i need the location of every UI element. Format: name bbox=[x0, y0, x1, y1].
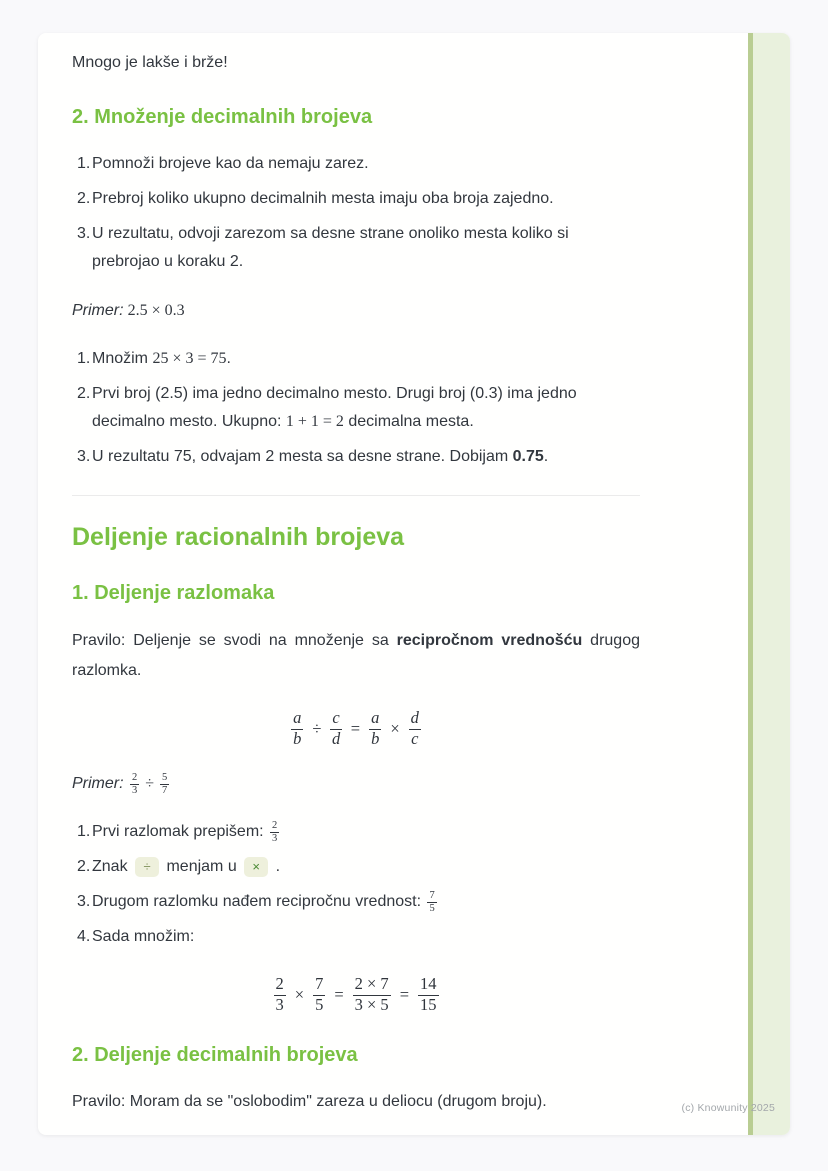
fraction bbox=[353, 975, 391, 1015]
fraction-numerator: 2 bbox=[274, 975, 286, 995]
fraction-numerator: 2 bbox=[270, 820, 279, 833]
fraction-denominator: 15 bbox=[420, 995, 437, 1015]
fraction-denominator: 7 bbox=[162, 785, 168, 797]
multiply-badge: × bbox=[244, 857, 268, 877]
list-item-number: 3. bbox=[77, 448, 91, 465]
fraction-denominator: 5 bbox=[429, 903, 435, 915]
ordered-list bbox=[72, 818, 640, 951]
example-line bbox=[72, 297, 640, 325]
text-run: Pravilo: Moram da se "oslobodim" zareza u deliocu (drugom broju). bbox=[72, 1093, 547, 1111]
list-item bbox=[72, 443, 640, 471]
fraction-numerator: 5 bbox=[160, 772, 169, 785]
fraction-denominator: 3 bbox=[132, 785, 138, 797]
text-run: Prvi broj (2.5) ima jedno decimalno mesto. Drugi broj (0.3) ima jedno decimalno mesto. Ukupno: bbox=[92, 385, 577, 430]
text-run: Pravilo: Deljenje se svodi na množenje sa bbox=[72, 632, 397, 650]
page-accent-stripe bbox=[748, 33, 790, 1135]
list-item-number: 2. bbox=[77, 385, 91, 402]
math-expression: 25 × 3 = 75 bbox=[152, 350, 227, 367]
fraction-numerator: 2 × 7 bbox=[353, 975, 391, 995]
text-run: Sada množim: bbox=[92, 928, 195, 946]
fraction-denominator: b bbox=[293, 729, 302, 749]
fraction-numerator: a bbox=[369, 709, 381, 729]
operator: ÷ bbox=[145, 775, 155, 793]
text-run: Mnogo je lakše i brže! bbox=[72, 54, 228, 71]
operator: × bbox=[294, 984, 305, 1004]
list-item bbox=[72, 150, 640, 178]
fraction bbox=[313, 975, 325, 1015]
text-run: . bbox=[226, 350, 231, 367]
list-item-number: 4. bbox=[77, 928, 91, 946]
bold-text: 0.75 bbox=[512, 448, 544, 465]
text-run: Pomnoži brojeve kao da nemaju zarez. bbox=[92, 155, 369, 172]
fraction-numerator: 7 bbox=[427, 890, 436, 903]
list-item-text bbox=[92, 818, 640, 846]
text-run: Množim bbox=[92, 350, 153, 367]
fraction-numerator: 14 bbox=[418, 975, 439, 995]
list-item bbox=[72, 818, 640, 846]
paragraph bbox=[72, 1088, 640, 1116]
italic-label: Primer: bbox=[72, 775, 128, 793]
paragraph bbox=[72, 49, 640, 77]
copyright-footer: (c) Knowunity 2025 bbox=[681, 1102, 775, 1114]
list-item-text bbox=[92, 888, 640, 916]
list-item-number: 1. bbox=[77, 823, 91, 841]
fraction bbox=[130, 772, 139, 797]
text-run: drugog razlomka. bbox=[72, 632, 640, 679]
operator: = bbox=[334, 984, 344, 1004]
list-item-text bbox=[92, 345, 640, 373]
operator: ÷ bbox=[312, 718, 322, 738]
operator: = bbox=[350, 718, 361, 738]
text-run: . bbox=[271, 858, 281, 876]
list-item-number: 2. bbox=[77, 190, 91, 207]
list-item bbox=[72, 345, 640, 373]
text-run: Drugom razlomku nađem recipročnu vrednost: bbox=[92, 893, 426, 911]
fraction bbox=[418, 975, 439, 1015]
fraction-numerator: d bbox=[409, 709, 421, 729]
ordered-list bbox=[72, 150, 640, 276]
page-content bbox=[38, 33, 674, 1116]
list-item-number: 1. bbox=[77, 350, 91, 367]
text-run: Prebroj koliko ukupno decimalnih mesta imaju oba broja zajedno. bbox=[92, 190, 554, 207]
fraction bbox=[270, 820, 279, 845]
operator: = bbox=[399, 984, 409, 1004]
list-item-text bbox=[92, 150, 640, 178]
math-formula bbox=[72, 975, 640, 1015]
section-heading: Deljenje racionalnih brojeva bbox=[72, 523, 405, 551]
italic-label: Primer: bbox=[72, 302, 124, 319]
section-heading: 2. Deljenje decimalnih brojeva bbox=[72, 1044, 358, 1067]
section-divider bbox=[72, 495, 640, 496]
fraction bbox=[427, 890, 436, 915]
text-run: decimalna mesta. bbox=[343, 413, 474, 430]
list-item bbox=[72, 220, 640, 276]
list-item-text bbox=[92, 380, 640, 436]
fraction bbox=[369, 709, 381, 749]
fraction bbox=[160, 772, 169, 797]
list-item-text bbox=[92, 185, 640, 213]
text-run: Znak bbox=[92, 858, 133, 876]
list-item-text bbox=[92, 923, 640, 951]
list-item bbox=[72, 185, 640, 213]
divide-badge: ÷ bbox=[135, 857, 159, 877]
list-item-text bbox=[92, 443, 640, 471]
fraction-denominator: 5 bbox=[315, 995, 324, 1015]
fraction bbox=[330, 709, 341, 749]
fraction-denominator: c bbox=[411, 729, 419, 749]
document-page bbox=[38, 33, 790, 1135]
fraction-numerator: c bbox=[330, 709, 341, 729]
list-item-text bbox=[92, 220, 640, 276]
section-heading: 2. Množenje decimalnih brojeva bbox=[72, 106, 373, 128]
list-item bbox=[72, 380, 640, 436]
bold-text: recipročnom vrednošću bbox=[396, 632, 583, 650]
text-run: menjam u bbox=[162, 858, 242, 876]
math-formula bbox=[72, 709, 640, 749]
list-item-number: 3. bbox=[77, 893, 91, 911]
fraction-denominator: 3 × 5 bbox=[354, 995, 389, 1015]
list-item-number: 2. bbox=[77, 858, 91, 876]
fraction bbox=[274, 975, 286, 1015]
list-item-number: 1. bbox=[77, 155, 91, 172]
fraction-numerator: a bbox=[291, 709, 303, 729]
math-expression: 1 + 1 = 2 bbox=[285, 413, 344, 430]
paragraph bbox=[72, 626, 640, 685]
fraction-numerator: 7 bbox=[313, 975, 325, 995]
text-run: U rezultatu, odvoji zarezom sa desne strane onoliko mesta koliko si prebrojao u koraku 2. bbox=[92, 225, 569, 270]
list-item-number: 3. bbox=[77, 225, 91, 242]
fraction bbox=[291, 709, 303, 749]
fraction-denominator: 3 bbox=[275, 995, 284, 1015]
list-item-text bbox=[92, 853, 640, 881]
operator: × bbox=[390, 718, 400, 738]
list-item bbox=[72, 923, 640, 951]
list-item bbox=[72, 888, 640, 916]
text-run: U rezultatu 75, odvajam 2 mesta sa desne strane. Dobijam bbox=[92, 448, 513, 465]
text-run: . bbox=[543, 448, 549, 465]
fraction-denominator: b bbox=[371, 729, 380, 749]
math-expression: 2.5 × 0.3 bbox=[123, 302, 185, 319]
fraction bbox=[409, 709, 421, 749]
section-heading: 1. Deljenje razlomaka bbox=[72, 582, 275, 605]
text-run: Prvi razlomak prepišem: bbox=[92, 823, 269, 841]
example-line bbox=[72, 770, 640, 798]
ordered-list bbox=[72, 345, 640, 471]
list-item bbox=[72, 853, 640, 881]
fraction-denominator: d bbox=[331, 729, 341, 749]
fraction-denominator: 3 bbox=[272, 833, 278, 845]
fraction-numerator: 2 bbox=[130, 772, 139, 785]
